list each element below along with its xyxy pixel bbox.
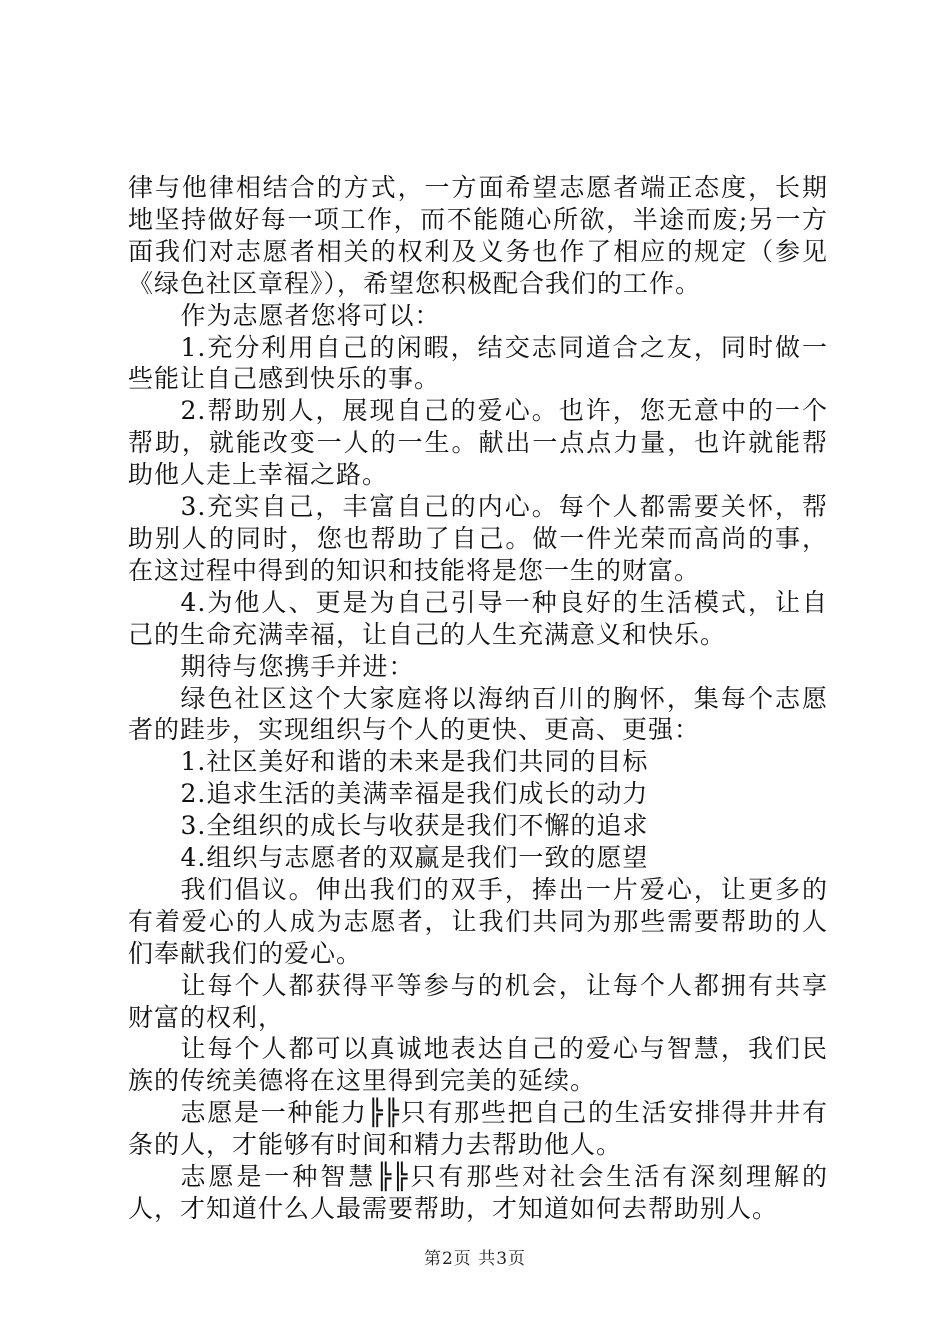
- paragraph-benefits-intro: 作为志愿者您将可以：: [180, 300, 441, 330]
- document-body: [128, 172, 828, 1225]
- paragraph-goal-1: 1.社区美好和谐的未来是我们共同的目标: [180, 747, 649, 777]
- paragraph-benefit-3: 3.充实自己，丰富自己的内心。每个人都需要关怀，帮助别人的同时，您也帮助了自己。做一件光荣而高尚的事，在这过程中得到的知识和技能将是您一生的财富。: [128, 492, 828, 585]
- paragraph-together-heading: 期待与您携手并进：: [180, 651, 415, 681]
- paragraph-volunteer-wisdom: 志愿是一种智慧╠╠只有那些对社会生活有深刻理解的人，才知道什么人最需要帮助，才知道如何去帮助别人。: [128, 1162, 828, 1223]
- paragraph-goal-3: 3.全组织的成长与收获是我们不懈的追求: [180, 811, 649, 841]
- paragraph-goal-2: 2.追求生活的美满幸福是我们成长的动力: [180, 779, 649, 809]
- paragraph-benefit-4: 4.为他人、更是为自己引导一种良好的生活模式，让自己的生命充满幸福，让自己的人生充满意义和快乐。: [128, 587, 828, 649]
- paragraph-benefit-1: 1.充分利用自己的闲暇，结交志同道合之友，同时做一些能让自己感到快乐的事。: [128, 332, 828, 394]
- paragraph-benefit-2: 2.帮助别人，展现自己的爱心。也许，您无意中的一个帮助，就能改变一人的一生。献出一点点力量，也许就能帮助他人走上幸福之路。: [128, 396, 828, 490]
- paragraph-goal-4: 4.组织与志愿者的双赢是我们一致的愿望: [180, 843, 649, 873]
- paragraph-proposal: 我们倡议。伸出我们的双手，捧出一片爱心，让更多的有着爱心的人成为志愿者，让我们共同为那些需要帮助的人们奉献我们的爱心。: [128, 874, 828, 968]
- paragraph-express-love: 让每个人都可以真诚地表达自己的爱心与智慧，我们民族的传统美德将在这里得到完美的延续。: [128, 1034, 828, 1096]
- paragraph-community-vision: 绿色社区这个大家庭将以海纳百川的胸怀，集每个志愿者的跬步，实现组织与个人的更快、更高、更强：: [128, 683, 828, 745]
- paragraph-equal-opportunity: 让每个人都获得平等参与的机会，让每个人都拥有共享财富的权利，: [128, 970, 828, 1032]
- paragraph-continuation: 律与他律相结合的方式，一方面希望志愿者端正态度，长期地坚持做好每一项工作，而不能随心所欲，半途而废;另一方面我们对志愿者相关的权利及义务也作了相应的规定（参见《绿色社区章程》），希望您积极配合我们的工作。: [128, 173, 828, 298]
- page-footer: 第2页 共3页: [423, 1249, 527, 1269]
- paragraph-volunteer-ability: 志愿是一种能力╠╠只有那些把自己的生活安排得井井有条的人，才能够有时间和精力去帮助他人。: [128, 1098, 828, 1160]
